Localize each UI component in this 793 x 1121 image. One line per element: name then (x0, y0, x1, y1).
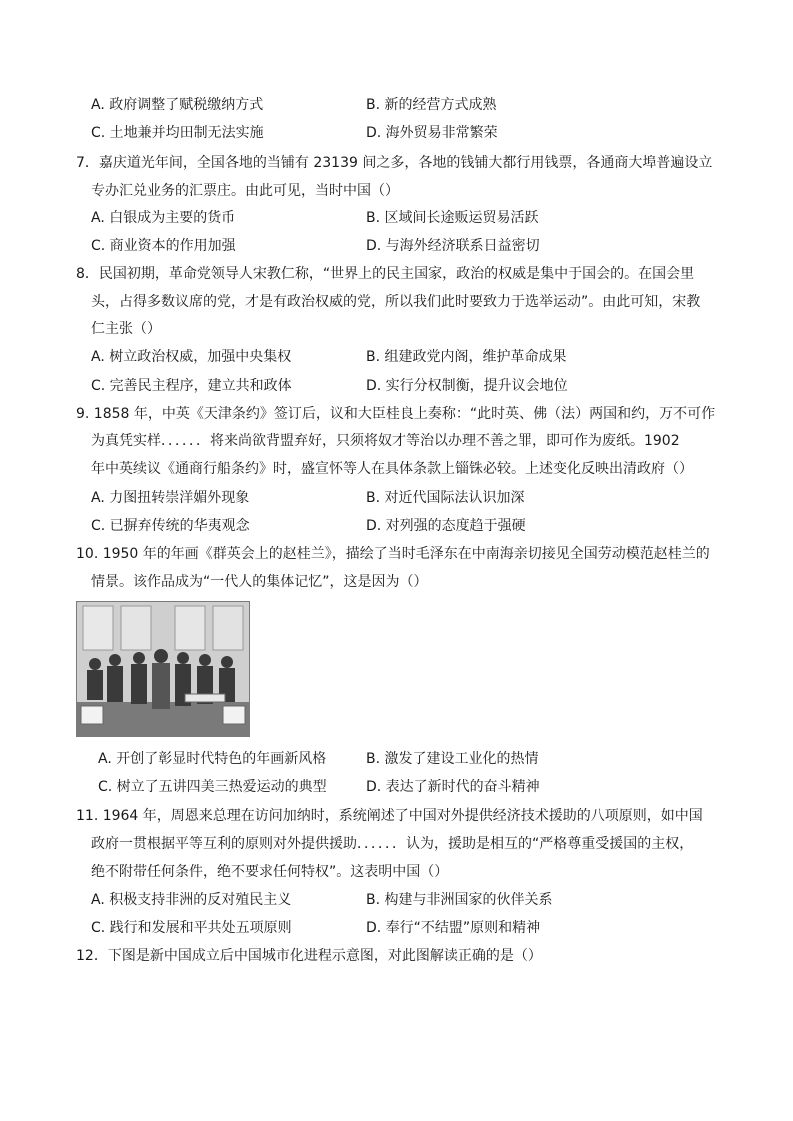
q9-option-d: D. 对列强的态度趋于强硬 (366, 518, 526, 534)
q9-stem-line-3: 年中英续议《通商行船条约》时，盛宣怀等人在具体条款上锱铢必较。上述变化反映出清政府（） (91, 461, 693, 477)
q8-option-c: C. 完善民主程序，建立共和政体 (91, 378, 292, 394)
q11-stem-line-1: 11. 1964 年，周恩来总理在访问加纳时，系统阐述了中国对外提供经济技术援助的八项原则，如中国 (76, 808, 703, 824)
q9-stem-line-2: 为真凭实样．．．．．．将来尚欲背盟弃好，只须将奴才等治以办理不善之罪，即可作为废纸。1902 (91, 433, 680, 449)
q6-option-d: D. 海外贸易非常繁荣 (366, 125, 498, 141)
painting-scene-illustration (77, 602, 249, 736)
q11-stem-line-2: 政府一贯根据平等互利的原则对外提供援助．．．．．．认为，援助是相互的“严格尊重受援国的主权， (91, 836, 694, 852)
q8-stem-line-2: 头，占得多数议席的党，才是有政治权威的党，所以我们此时要致力于选举运动”。由此可知，宋教 (91, 294, 701, 310)
q9-option-b: B. 对近代国际法认识加深 (366, 490, 525, 506)
q12-stem-line-1: 12．下图是新中国成立后中国城市化进程示意图，对此图解读正确的是（） (76, 948, 542, 964)
q11-option-b: B. 构建与非洲国家的伙伴关系 (366, 892, 553, 908)
q10-option-c: C. 树立了五讲四美三热爱运动的典型 (98, 779, 327, 795)
q10-stem-line-2: 情景。该作品成为“一代人的集体记忆”，这是因为（） (91, 574, 428, 590)
q8-stem-line-3: 仁主张（） (91, 321, 161, 337)
q6-option-a: A. 政府调整了赋税缴纳方式 (91, 97, 264, 113)
q10-option-a: A. 开创了彰显时代特色的年画新风格 (98, 751, 327, 767)
q11-option-d: D. 奉行“不结盟”原则和精神 (366, 920, 541, 936)
q11-option-c: C. 践行和发展和平共处五项原则 (91, 920, 292, 936)
q7-option-b: B. 区域间长途贩运贸易活跃 (366, 210, 539, 226)
q7-option-d: D. 与海外经济联系日益密切 (366, 238, 540, 254)
q7-stem-line-2: 专办汇兑业务的汇票庄。由此可见，当时中国（） (91, 183, 399, 199)
q10-option-d: D. 表达了新时代的奋斗精神 (366, 779, 540, 795)
new-year-painting-photo (76, 601, 250, 737)
q11-option-a: A. 积极支持非洲的反对殖民主义 (91, 892, 292, 908)
q7-option-c: C. 商业资本的作用加强 (91, 238, 236, 254)
q9-option-c: C. 已摒弃传统的华夷观念 (91, 518, 250, 534)
q8-option-d: D. 实行分权制衡，提升议会地位 (366, 378, 568, 394)
q9-stem-line-1: 9. 1858 年，中英《天津条约》签订后，议和大臣桂良上奏称：“此时英、佛（法）两国和约，万不可作 (76, 406, 716, 422)
q9-option-a: A. 力图扭转崇洋媚外现象 (91, 490, 250, 506)
q8-option-b: B. 组建政党内阁，维护革命成果 (366, 349, 567, 365)
q6-option-b: B. 新的经营方式成熟 (366, 97, 497, 113)
q7-stem-line-1: 7．嘉庆道光年间，全国各地的当铺有 23139 间之多，各地的钱铺大都行用钱票，各通商大埠普遍设立 (76, 155, 713, 171)
q6-option-c: C. 土地兼并均田制无法实施 (91, 125, 264, 141)
q10-option-b: B. 激发了建设工业化的热情 (366, 751, 539, 767)
q11-stem-line-3: 绝不附带任何条件，绝不要求任何特权”。这表明中国（） (91, 864, 449, 880)
q8-stem-line-1: 8．民国初期，革命党领导人宋教仁称，“世界上的民主国家，政治的权威是集中于国会的。在国会里 (76, 266, 695, 282)
q8-option-a: A. 树立政治权威，加强中央集权 (91, 349, 292, 365)
q7-option-a: A. 白银成为主要的货币 (91, 210, 236, 226)
q10-stem-line-1: 10. 1950 年的年画《群英会上的赵桂兰》，描绘了当时毛泽东在中南海亲切接见全国劳动模范赵桂兰的 (76, 546, 710, 562)
